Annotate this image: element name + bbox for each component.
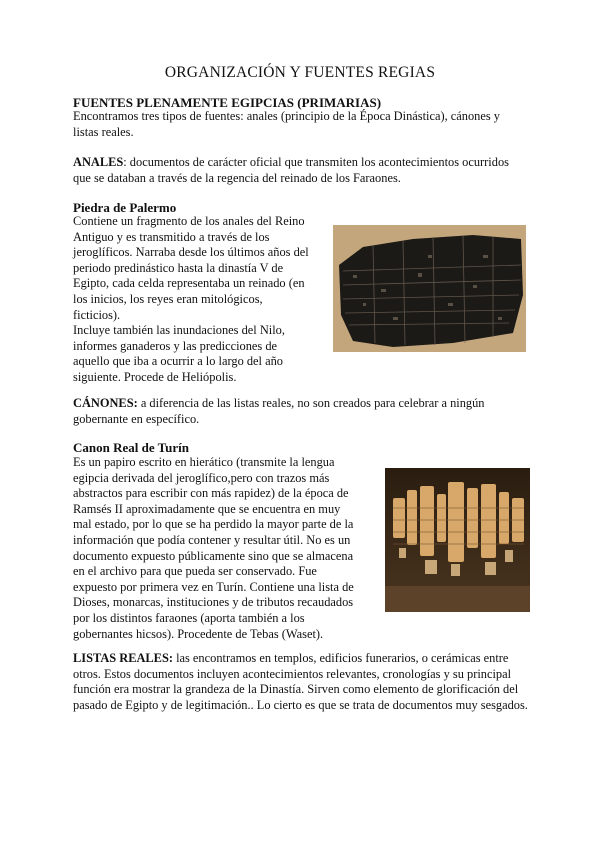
listas-text: las encontramos en templos, edificios funerarios, o cerámicas entre otros. Estos documentos incluyen acontecimientos relevantes, cronologías y su principal función era mostrar la grandeza de la Dinastía. Sirven como elemento de glorificación del pasado de Egipto y de legitimación.. Lo cierto es que se trata de documentos muy sesgados. [73, 651, 528, 712]
turin-line: documento expuesto públicamente sino que se almacena [73, 548, 354, 563]
turin-line: por los distintos faraones (aporta también a los [73, 610, 305, 625]
turin-line: Es un papiro escrito en hierático (transmite la lengua [73, 455, 335, 469]
turin-line: egipcia derivada del jeroglífico,pero con trazos más [73, 470, 330, 485]
turin-paragraph [73, 455, 373, 642]
canones-label: CÁNONES: [73, 396, 138, 410]
palermo-line: Egipto, cada celda representaba un reinado (en [73, 276, 305, 291]
turin-papyrus-image [385, 468, 530, 612]
turin-line: mal estado, por lo que se ha perdido la mayor parte de la [73, 517, 354, 532]
turin-line: abstractos para escribir con más rapidez) de la época de [73, 486, 349, 501]
palermo-line: aquello que iba a ocurrir a lo largo del año [73, 354, 283, 369]
palermo-stone-image [333, 225, 526, 352]
palermo-line: siguiente. Procede de Heliópolis. [73, 369, 237, 384]
section-heading-primary-sources: FUENTES PLENAMENTE EGIPCIAS (PRIMARIAS) [73, 95, 382, 110]
canones-paragraph [73, 396, 528, 427]
palermo-line: jeroglíficos. Narraba desde los últimos años del [73, 245, 309, 260]
palermo-line: los inicios, los reyes eran mitológicos, [73, 291, 263, 306]
turin-heading: Canon Real de Turín [73, 440, 189, 455]
listas-label: LISTAS REALES: [73, 651, 173, 665]
anales-paragraph [73, 155, 528, 186]
canones-text: a diferencia de las listas reales, no son creados para celebrar a ningún gobernante en específico. [73, 396, 485, 426]
turin-line: Dioses, monarcas, instituciones y de tributos recaudados [73, 595, 354, 610]
turin-line: en el archivo para que pueda ser conservado. Fue [73, 564, 317, 579]
palermo-line: periodo predinástico hasta la dinastía V de [73, 260, 284, 275]
palermo-line: Antiguo y es transmitido a través de los [73, 229, 270, 244]
palermo-paragraph [73, 214, 328, 386]
turin-line: Ramsés II aproximadamente que se encuentra en muy [73, 501, 341, 516]
listas-paragraph [73, 651, 528, 713]
turin-line: gobernantes hicsos). Procedente de Tebas (Waset). [73, 626, 324, 641]
palermo-line: Contiene un fragmento de los anales del Reino [73, 214, 305, 228]
anales-label: ANALES [73, 155, 124, 169]
turin-papyrus-photo [385, 468, 530, 612]
palermo-line: ficticios). [73, 307, 121, 322]
palermo-heading: Piedra de Palermo [73, 200, 177, 215]
palermo-stone-photo [333, 225, 526, 352]
palermo-line: Incluye también las inundaciones del Nilo, [73, 323, 285, 338]
palermo-line: informes ganaderos y las predicciones de [73, 338, 278, 353]
turin-line: expuesto por primera vez en Turín. Contiene una lista de [73, 579, 354, 594]
intro-paragraph: Encontramos tres tipos de fuentes: anales (principio de la Época Dinástica), cánones y listas reales. [73, 109, 500, 139]
turin-line: información que podía contener y resultar útil. No es un [73, 532, 351, 547]
anales-text: : documentos de carácter oficial que transmiten los acontecimientos ocurridos que se databan a través de la regencia del reinado de los Faraones. [73, 155, 509, 185]
page-title: ORGANIZACIÓN Y FUENTES REGIAS [164, 64, 436, 81]
